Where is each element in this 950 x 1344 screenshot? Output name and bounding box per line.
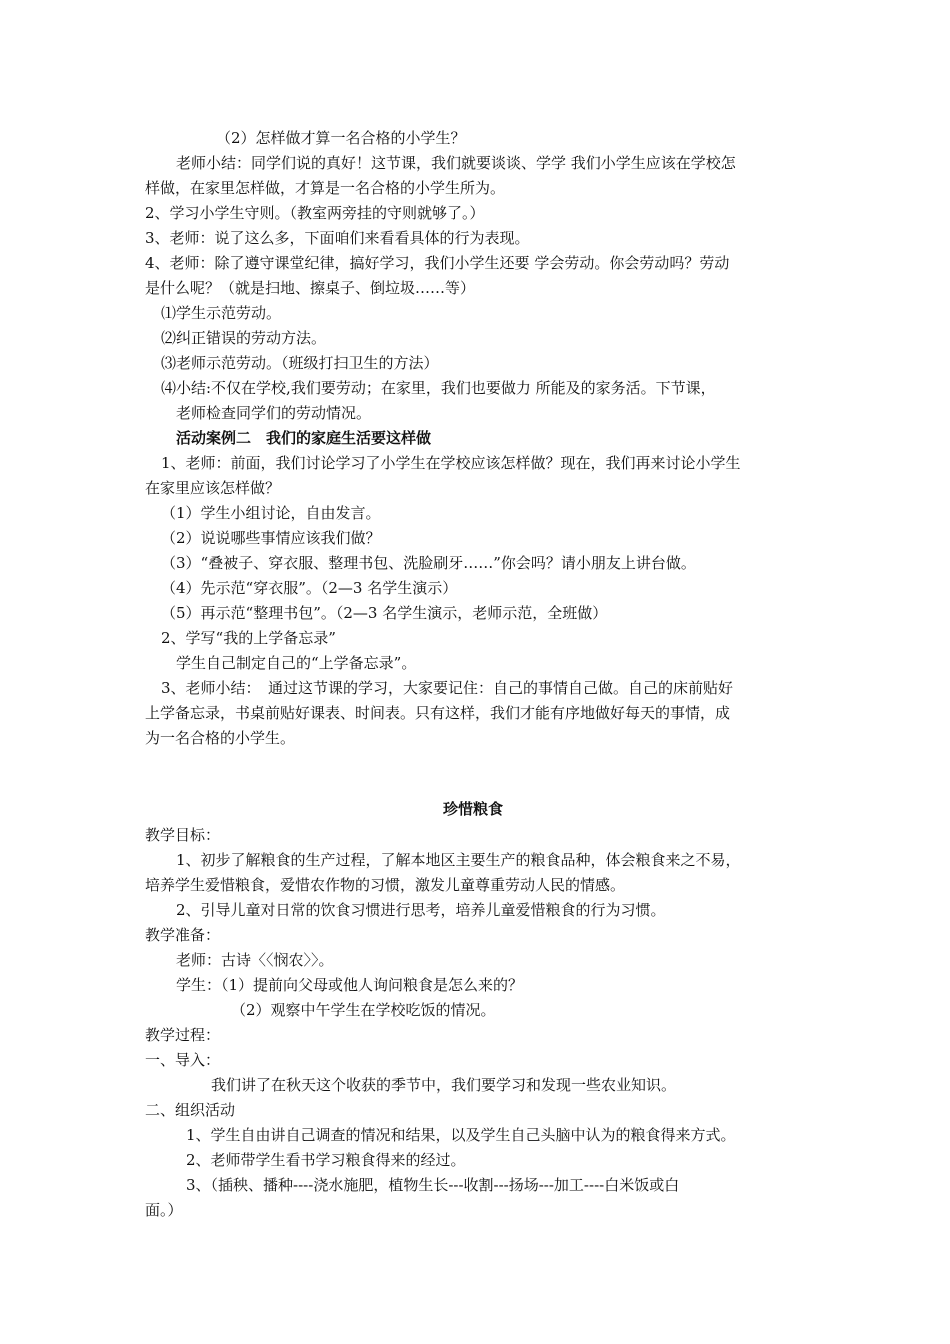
document-title: 珍惜粮食 — [443, 800, 504, 818]
text-line: 培养学生爱惜粮食，爱惜农作物的习惯，激发儿童尊重劳动人民的情感。 — [145, 876, 626, 894]
text-line: 教学准备： — [145, 926, 221, 944]
text-line: 3、老师：说了这么多，下面咱们来看看具体的行为表现。 — [145, 229, 530, 247]
text-line: （2）观察中午学生在学校吃饭的情况。 — [231, 1001, 496, 1019]
text-line: 4、老师：除了遵守课堂纪律，搞好学习，我们小学生还要 学会劳动。你会劳动吗？劳动 — [145, 254, 730, 272]
text-line: 面。） — [145, 1201, 183, 1219]
text-line: 3、老师小结： 通过这节课的学习，大家要记住：自己的事情自己做。自己的床前贴好 — [161, 679, 734, 697]
text-line: 1、初步了解粮食的生产过程，了解本地区主要生产的粮食品种，体会粮食来之不易， — [176, 851, 741, 869]
text-line: 学生：（1）提前向父母或他人询问粮食是怎么来的？ — [176, 976, 524, 994]
text-line: ⑴学生示范劳动。 — [161, 304, 282, 322]
text-line: 老师：古诗〈〈悯农〉〉。 — [176, 951, 334, 969]
section-heading: 活动案例二 我们的家庭生活要这样做 — [176, 429, 432, 447]
text-line: （1）学生小组讨论，自由发言。 — [161, 504, 381, 522]
text-line: ⑷小结:不仅在学校,我们要劳动；在家里，我们也要做力 所能及的家务活。下节课， — [161, 379, 716, 397]
text-line: 为一名合格的小学生。 — [145, 729, 296, 747]
text-line: 二、组织活动 — [145, 1101, 236, 1119]
text-line: 2、学习小学生守则。（教室两旁挂的守则就够了。） — [145, 204, 485, 222]
text-line: 老师检查同学们的劳动情况。 — [176, 404, 372, 422]
text-line: 2、学写“我的上学备忘录” — [161, 629, 336, 647]
text-line: 1、老师：前面，我们讨论学习了小学生在学校应该怎样做？现在，我们再来讨论小学生 — [161, 454, 741, 472]
text-line: 学生自己制定自己的“上学备忘录”。 — [176, 654, 417, 672]
text-line: （3）“叠被子、穿衣服、整理书包、洗脸刷牙……”你会吗？请小朋友上讲台做。 — [161, 554, 696, 572]
text-line: 教学过程： — [145, 1026, 221, 1044]
text-line: 3、（插秧、播种----浇水施肥，植物生长---收割---扬场---加工----白米饭或白 — [186, 1176, 680, 1194]
text-line: 上学备忘录，书桌前贴好课表、时间表。只有这样，我们才能有序地做好每天的事情，成 — [145, 704, 731, 722]
text-line: 一、导入： — [145, 1051, 221, 1069]
text-line: 我们讲了在秋天这个收获的季节中，我们要学习和发现一些农业知识。 — [211, 1076, 677, 1094]
text-line: （5）再示范“整理书包”。（2—3 名学生演示，老师示范，全班做） — [161, 604, 608, 622]
text-line: （2）怎样做才算一名合格的小学生？ — [216, 129, 466, 147]
text-line: （4）先示范“穿衣服”。（2—3 名学生演示） — [161, 579, 458, 597]
text-line: 在家里应该怎样做？ — [145, 479, 281, 497]
text-line: 老师小结：同学们说的真好！这节课，我们就要谈谈、学学 我们小学生应该在学校怎 — [176, 154, 736, 172]
text-line: （2）说说哪些事情应该我们做？ — [161, 529, 381, 547]
text-line: ⑶老师示范劳动。（班级打扫卫生的方法） — [161, 354, 439, 372]
text-line: 是什么呢？（就是扫地、擦桌子、倒垃圾……等） — [145, 279, 476, 297]
text-line: 2、引导儿童对日常的饮食习惯进行思考，培养儿童爱惜粮食的行为习惯。 — [176, 901, 666, 919]
text-line: 样做，在家里怎样做，才算是一名合格的小学生所为。 — [145, 179, 506, 197]
text-line: 1、学生自由讲自己调查的情况和结果，以及学生自己头脑中认为的粮食得来方式。 — [186, 1126, 736, 1144]
text-line: 2、老师带学生看书学习粮食得来的经过。 — [186, 1151, 466, 1169]
text-line: 教学目标： — [145, 826, 221, 844]
text-line: ⑵纠正错误的劳动方法。 — [161, 329, 327, 347]
